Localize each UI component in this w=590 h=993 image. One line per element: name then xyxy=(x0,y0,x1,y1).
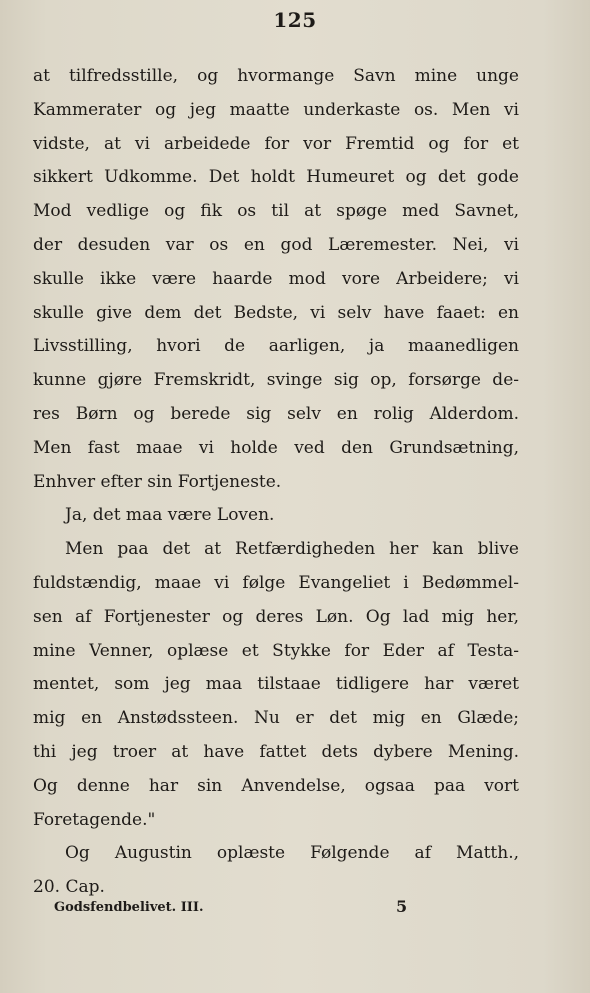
text-line: mig en Anstødssteen. Nu er det mig en Glæde; xyxy=(33,708,519,729)
page-footer xyxy=(54,897,414,926)
text-line: Og denne har sin Anvendelse, ogsaa paa vort xyxy=(33,775,519,796)
text-line: Kammerater og jeg maatte underkaste os. Men vi xyxy=(33,99,519,120)
text-line: skulle ikke være haarde mod vore Arbeidere; vi xyxy=(33,268,519,289)
paragraph-line: Ja, det maa være Loven. xyxy=(65,505,275,526)
text-line: thi jeg troer at have fattet dets dybere Mening. xyxy=(33,741,519,762)
text-line: Mod vedlige og fik os til at spøge med Savnet, xyxy=(33,201,519,222)
text-line: res Børn og berede sig selv en rolig Alderdom. xyxy=(33,403,519,424)
text-line: kunne gjøre Fremskridt, svinge sig op, forsørge de- xyxy=(33,370,519,391)
printer-signature: Godsfendbelivet. III. xyxy=(54,900,204,915)
text-line: fuldstændig, maae vi følge Evangeliet i Bedømmel- xyxy=(33,572,519,593)
text-line: vidste, at vi arbeidede for vor Fremtid og for et xyxy=(33,133,519,154)
text-line: mentet, som jeg maa tilstaae tidligere har været xyxy=(33,674,519,695)
text-line: Foretagende." xyxy=(33,809,156,830)
paragraph-line: Men paa det at Retfærdigheden her kan blive xyxy=(65,539,519,560)
text-line: skulle give dem det Bedste, vi selv have faaet: en xyxy=(33,302,519,323)
text-line: Livsstilling, hvori de aarligen, ja maanedligen xyxy=(33,336,519,357)
page-number: 125 xyxy=(273,8,317,32)
text-line: Men fast maae vi holde ved den Grundsætning, xyxy=(33,437,519,458)
text-line: der desuden var os en god Læremester. Nei, vi xyxy=(33,234,519,255)
sheet-number: 5 xyxy=(396,897,408,916)
text-line: at tilfredsstille, og hvormange Savn mine unge xyxy=(33,66,519,86)
text-line: mine Venner, oplæse et Stykke for Eder af Testa- xyxy=(33,640,519,661)
text-line: sen af Fortjenester og deres Løn. Og lad mig her, xyxy=(33,606,519,627)
text-line: sikkert Udkomme. Det holdt Humeuret og det gode xyxy=(33,167,519,188)
body-text xyxy=(33,60,519,905)
text-line: Enhver efter sin Fortjeneste. xyxy=(33,471,282,492)
text-line: 20. Cap. xyxy=(33,877,105,898)
paragraph-line: Og Augustin oplæste Følgende af Matth., xyxy=(65,843,519,864)
